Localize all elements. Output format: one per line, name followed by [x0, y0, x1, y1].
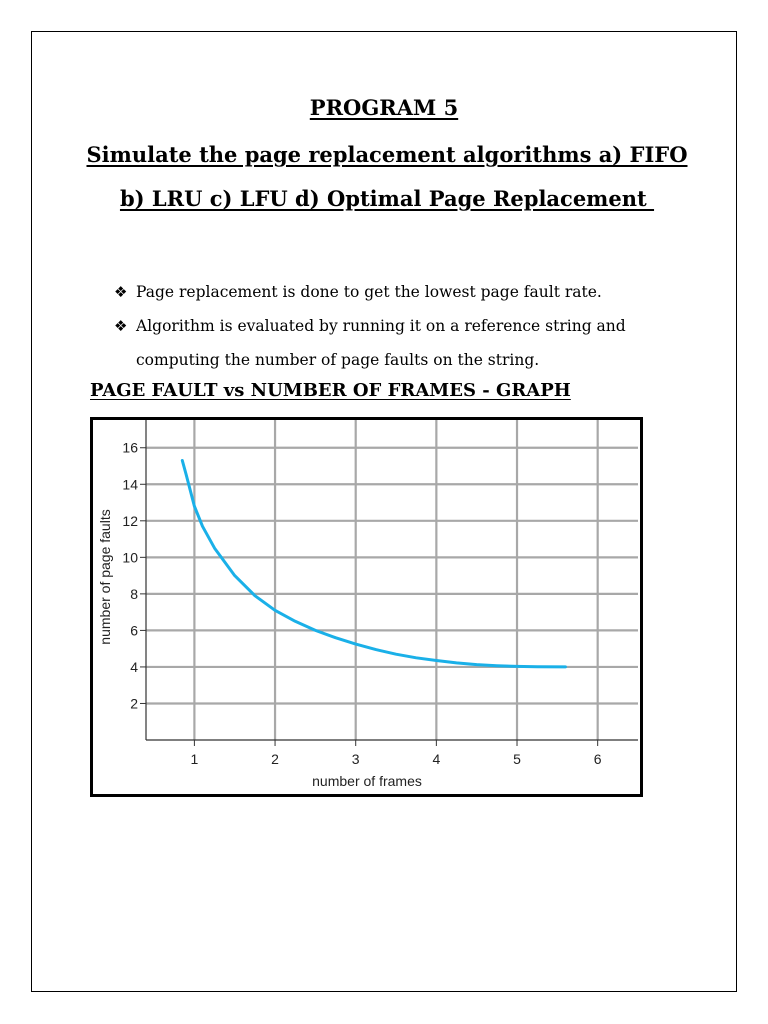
y-tick-label: 14	[122, 476, 138, 493]
y-tick-label: 16	[122, 439, 138, 456]
y-tick-label: 2	[130, 695, 138, 712]
bullet-item	[112, 309, 672, 343]
subtitle-line-1: Simulate the page replacement algorithms a) FIFO	[86, 142, 688, 167]
x-tick-label: 3	[351, 751, 360, 767]
subtitle-line-2: b) LRU c) LFU d) Optimal Page Replacement	[119, 186, 655, 211]
x-tick-label: 6	[593, 751, 602, 767]
bullet-continuation	[112, 343, 672, 377]
y-tick-label: 12	[122, 512, 138, 529]
x-tick-label: 1	[190, 751, 199, 767]
x-tick-label: 2	[271, 751, 279, 767]
bullet-text: Algorithm is evaluated by running it on a reference string and	[136, 317, 626, 335]
bullet-item	[112, 275, 672, 309]
bullet-text: computing the number of page faults on the string.	[136, 351, 540, 369]
program-title: PROGRAM 5	[309, 95, 459, 120]
x-tick-label: 5	[513, 751, 521, 767]
chart-frame	[90, 417, 643, 797]
page-fault-chart	[93, 420, 640, 794]
y-tick-label: 4	[130, 658, 138, 675]
y-tick-label: 6	[130, 622, 138, 639]
page-fault-curve	[182, 461, 565, 667]
x-tick-label: 4	[432, 751, 441, 767]
x-axis-label: number of frames	[312, 773, 422, 789]
y-tick-label: 10	[122, 549, 138, 566]
y-axis-label: number of page faults	[97, 509, 113, 645]
bullet-text: Page replacement is done to get the lowest page fault rate.	[136, 283, 602, 301]
diamond-bullet-icon: ❖	[114, 317, 128, 335]
bullet-list	[112, 275, 672, 377]
diamond-bullet-icon: ❖	[114, 283, 128, 301]
y-tick-label: 8	[130, 585, 138, 602]
graph-heading: PAGE FAULT vs NUMBER OF FRAMES - GRAPH	[90, 380, 571, 401]
